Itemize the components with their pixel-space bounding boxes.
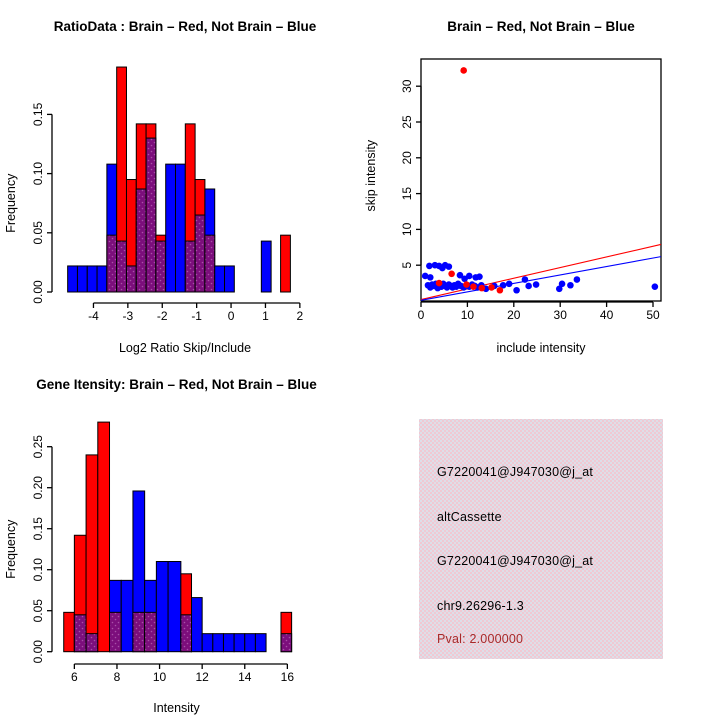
hist-bar-overlap bbox=[136, 189, 146, 292]
gene-intensity-histogram-chart bbox=[0, 360, 360, 720]
ratio-histogram-chart bbox=[0, 0, 360, 360]
hist-bar bbox=[192, 598, 203, 652]
y-tick-label: 0.00 bbox=[31, 280, 45, 304]
scatter-point-red bbox=[460, 67, 467, 74]
y-axis-label: Frequency bbox=[4, 519, 18, 579]
x-tick-label: 0 bbox=[417, 308, 425, 322]
scatter-point-blue bbox=[652, 283, 659, 290]
hist-bar bbox=[77, 266, 87, 292]
scatter-point-blue bbox=[446, 263, 453, 270]
x-tick-label: 10 bbox=[460, 308, 475, 322]
scatter-point-red bbox=[478, 285, 485, 292]
red-fit-line bbox=[421, 244, 661, 299]
hist-bar-overlap bbox=[281, 634, 292, 652]
hist-bar-overlap bbox=[145, 612, 157, 651]
x-tick-label: 30 bbox=[553, 308, 567, 322]
hist-bar-overlap bbox=[133, 612, 145, 651]
chart-title: Brain – Red, Not Brain – Blue bbox=[447, 19, 635, 34]
hist-bar bbox=[121, 580, 133, 651]
x-axis-label: Intensity bbox=[153, 701, 200, 715]
y-tick-label: 0.00 bbox=[31, 640, 45, 664]
scatter-point-red bbox=[470, 283, 477, 290]
scatter-point-blue bbox=[533, 281, 540, 288]
scatter-point-blue bbox=[476, 273, 483, 280]
x-tick-label: 20 bbox=[507, 308, 521, 322]
y-tick-label: 0.25 bbox=[31, 435, 45, 459]
hist-bar-overlap bbox=[195, 215, 205, 292]
scatter-point-blue bbox=[513, 287, 520, 294]
hist-bar-overlap bbox=[205, 235, 215, 292]
panel-intensity-scatter bbox=[360, 0, 720, 360]
scatter-point-red bbox=[448, 270, 455, 277]
y-tick-label: 0.20 bbox=[31, 476, 45, 500]
y-tick-label: 15 bbox=[400, 186, 414, 201]
y-tick-label: 25 bbox=[400, 115, 414, 129]
splice-type-text: altCassette bbox=[437, 510, 502, 524]
y-tick-label: 0.15 bbox=[31, 102, 45, 127]
x-axis-label: include intensity bbox=[496, 341, 586, 355]
y-tick-label: 0.05 bbox=[31, 599, 45, 623]
scatter-point-blue bbox=[559, 281, 566, 288]
y-tick-label: 0.05 bbox=[31, 221, 45, 245]
y-tick-label: 0.15 bbox=[31, 517, 45, 541]
x-tick-label: -1 bbox=[191, 309, 202, 323]
chart-title: RatioData : Brain – Red, Not Brain – Blue bbox=[53, 19, 317, 34]
hist-bar bbox=[261, 241, 271, 292]
hist-bar bbox=[223, 634, 234, 652]
chart-title: Gene Itensity: Brain – Red, Not Brain – Blue bbox=[36, 377, 317, 392]
hist-bar-overlap bbox=[117, 241, 127, 292]
x-tick-label: 1 bbox=[262, 309, 269, 323]
hist-bar bbox=[213, 634, 224, 652]
scatter-point-blue bbox=[567, 282, 574, 289]
x-axis-label: Log2 Ratio Skip/Include bbox=[118, 341, 252, 355]
hist-bar bbox=[97, 266, 107, 292]
hist-bar-overlap bbox=[146, 138, 156, 292]
probe-id-text-2: G7220041@J947030@j_at bbox=[437, 554, 594, 568]
x-tick-label: -2 bbox=[156, 309, 168, 323]
hist-bar bbox=[64, 612, 75, 651]
scatter-point-red bbox=[497, 287, 504, 294]
hist-bar-overlap bbox=[74, 615, 86, 652]
y-tick-label: 20 bbox=[400, 151, 414, 165]
probe-id-text: G7220041@J947030@j_at bbox=[437, 465, 594, 479]
hist-bar-overlap bbox=[181, 615, 192, 652]
panel-gene-intensity-histogram bbox=[0, 360, 360, 720]
scatter-point-red bbox=[488, 284, 495, 291]
hist-bar-overlap bbox=[107, 235, 117, 292]
x-tick-label: 12 bbox=[195, 670, 209, 684]
hist-bar bbox=[168, 562, 181, 652]
hist-bar-overlap bbox=[86, 634, 98, 652]
hist-bar bbox=[98, 422, 110, 652]
hist-bar bbox=[245, 634, 256, 652]
x-tick-label: 8 bbox=[113, 670, 121, 684]
x-tick-label: 10 bbox=[152, 670, 167, 684]
scatter-point-blue bbox=[427, 274, 434, 281]
panel-gene-info bbox=[360, 360, 720, 720]
chromosome-location-text: chr9.26296-1.3 bbox=[437, 599, 524, 613]
hist-bar bbox=[86, 455, 98, 652]
scatter-point-blue bbox=[426, 263, 433, 270]
y-tick-label: 0.10 bbox=[31, 161, 45, 186]
hist-bar bbox=[202, 634, 213, 652]
hist-bar bbox=[166, 164, 176, 292]
x-tick-label: 2 bbox=[296, 309, 304, 323]
scatter-point-blue bbox=[574, 276, 581, 283]
y-tick-label: 30 bbox=[400, 79, 414, 93]
gene-info-box bbox=[419, 419, 663, 659]
x-tick-label: 40 bbox=[599, 308, 614, 322]
intensity-scatter-chart bbox=[360, 0, 720, 360]
hist-bar bbox=[234, 634, 245, 652]
scatter-point-blue bbox=[522, 276, 529, 283]
x-tick-label: 16 bbox=[280, 670, 295, 684]
scatter-point-blue bbox=[506, 281, 513, 288]
x-tick-label: 0 bbox=[227, 309, 235, 323]
hist-bar-overlap bbox=[126, 266, 136, 292]
scatter-point-red bbox=[463, 281, 470, 288]
hist-bar bbox=[156, 562, 168, 652]
x-tick-label: -4 bbox=[88, 309, 99, 323]
hist-bar bbox=[281, 235, 291, 292]
hist-bar bbox=[176, 164, 186, 292]
hist-bar-overlap bbox=[110, 612, 122, 651]
y-tick-label: 5 bbox=[400, 261, 414, 269]
hist-bar bbox=[225, 266, 235, 292]
hist-bar-overlap bbox=[156, 241, 166, 292]
scatter-point-red bbox=[436, 280, 443, 287]
scatter-point-blue bbox=[466, 273, 473, 280]
scatter-point-blue bbox=[525, 283, 532, 290]
plot-box bbox=[421, 59, 661, 301]
pval-text: Pval: 2.000000 bbox=[437, 632, 524, 646]
y-axis-label: skip intensity bbox=[364, 139, 378, 212]
hist-bar bbox=[215, 266, 225, 292]
hist-bar bbox=[255, 634, 266, 652]
x-tick-label: 50 bbox=[646, 308, 660, 322]
y-tick-label: 0.10 bbox=[31, 558, 45, 582]
x-tick-label: -3 bbox=[122, 309, 134, 323]
x-tick-label: 14 bbox=[238, 670, 252, 684]
hist-bar bbox=[87, 266, 97, 292]
blue-fit-line bbox=[421, 257, 661, 301]
y-tick-label: 10 bbox=[400, 222, 414, 237]
x-tick-label: 6 bbox=[71, 670, 78, 684]
hist-bar bbox=[68, 266, 78, 292]
hist-bar-overlap bbox=[185, 241, 195, 292]
panel-ratio-histogram bbox=[0, 0, 360, 360]
y-axis-label: Frequency bbox=[4, 173, 18, 233]
